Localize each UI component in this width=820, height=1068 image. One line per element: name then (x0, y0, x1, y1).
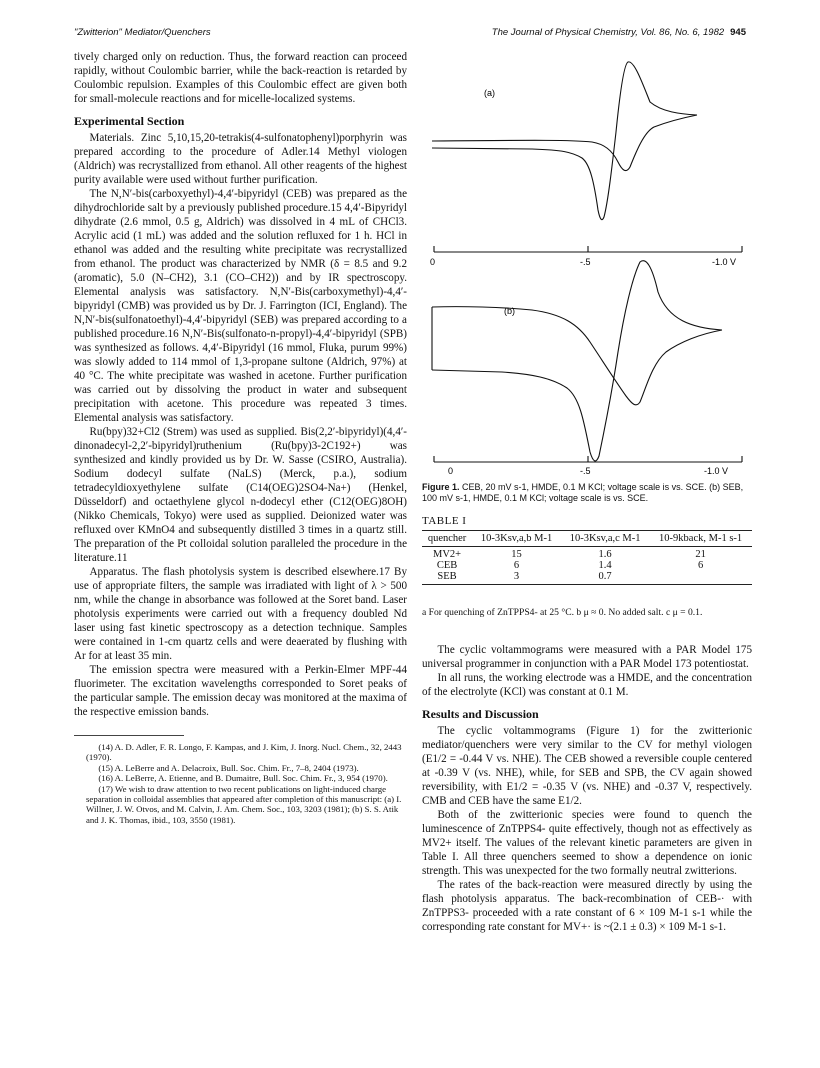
axis-a-tick-1: -.5 (580, 257, 591, 267)
journal-citation: The Journal of Physical Chemistry, Vol. 86, No. 6, 1982 (491, 27, 725, 38)
journal-header (492, 27, 746, 38)
caption-text: CEB, 20 mV s-1, HMDE, 0.1 M KCl; voltage scale is vs. SCE. (b) SEB, 100 mV s-1, HMDE, 0.1 M KCl; voltage scale is vs. SCE. (422, 482, 744, 503)
table-title: TABLE I (422, 515, 467, 527)
cv-panel-b (432, 261, 742, 462)
table-cell: CEB (436, 560, 458, 571)
caption-label: Figure 1. (422, 482, 460, 492)
hmde-paragraph: In all runs, the working electrode was a HMDE, and the concentration of the electrolyte (KCl) was constant at 0.1 M. (422, 672, 752, 698)
footnote-15: (15) A. LeBerre and A. Delacroix, Bull. Soc. Chim. Fr., 7–8, 2404 (1973). (98, 762, 359, 773)
axis-b-tick-0: 0 (448, 466, 454, 476)
footnote-16: (16) A. LeBerre, A. Etienne, and B. Dumaitre, Bull. Soc. Chim. Fr., 3, 954 (1970). (98, 773, 388, 784)
results-heading: Results and Discussion (422, 707, 539, 721)
footnote-14: (14) A. D. Adler, F. R. Longo, F. Kampas, and J. Kim, J. Inorg. Nucl. Chem., 32, 2443 (1970). (86, 742, 402, 763)
table-row (422, 571, 752, 585)
table-cell: MV2+ (433, 549, 462, 560)
table-footnote: a For quenching of ZnTPPS4- at 25 °C. b μ ≈ 0. No added salt. c μ = 0.1. (422, 607, 703, 618)
footnote-17: (17) We wish to draw attention to two recent publications on light-induced charge separation in colloidal assemblies that appeared after completion of this manuscript: (a) I. Willner, J. W. Otvos, and M. Calvin, J. Am. Chem. Soc., 103, 3203 (1981); (b) S. S. Atik and J. K. Thomas, ibid., 103, 3550 (1981). (86, 783, 402, 825)
table-header-ksv-c: 10-3Ksv,a,c M-1 (561, 531, 649, 547)
axis-a-tick-2: -1.0 V (712, 257, 737, 267)
table-header-ksv-b: 10-3Ksv,a,b M-1 (472, 531, 561, 547)
table-cell (649, 571, 752, 585)
intro-paragraph: tively charged only on reduction. Thus, the forward reaction can proceed rapidly, without Coulombic barrier, while the back-reaction is retarded by Coulombic repulsion. Examples of this Coulombic effect are given both for small-molecule reactions and for micelle-localized systems. (74, 51, 407, 105)
table-header-quencher: quencher (422, 531, 472, 547)
table-cell: SEB (422, 571, 472, 585)
panel-b-label: (b) (504, 306, 515, 316)
figure-1-voltammograms (422, 52, 752, 482)
table-1 (422, 530, 752, 585)
figure-1-caption (422, 482, 752, 504)
table-cell: 0.7 (561, 571, 649, 585)
results-paragraph-1: The cyclic voltammograms (Figure 1) for the zwitterionic mediator/quenchers were very similar to the CV for methyl viologen (E1/2 = -0.44 V vs. NHE). The CEB showed a reversible couple centered at -0.39 V (vs. NHE), while, for SEB and SPB, the CV again showed reversibility, with E1/2 = -0.35 V (vs. NHE) and -0.37 V, respectively. CMB and CEB have the same E1/2. (422, 725, 752, 807)
right-column (422, 643, 752, 934)
materials-paragraph: Materials. Zinc 5,10,15,20-tetrakis(4-sulfonatophenyl)porphyrin was prepared according to the procedure of Adler.14 Methyl viologen (Aldrich) was recrystallized from ethanol. All other reagents of the highest purity available were used without further purification. (74, 132, 407, 186)
table-cell: 15 (511, 549, 522, 560)
running-title: "Zwitterion" Mediator/Quenchers (74, 27, 211, 38)
cv-trace-b-forward (432, 261, 722, 461)
axis-a-tick-0: 0 (430, 257, 436, 267)
experimental-heading: Experimental Section (74, 114, 185, 128)
table-header-kback: 10-9kback, M-1 s-1 (649, 531, 752, 547)
cv-trace-b-return (432, 307, 722, 405)
ceb-paragraph: The N,N′-bis(carboxyethyl)-4,4′-bipyridyl (CEB) was prepared as the dihydrochloride salt by a previously published procedure.15 4,4′-Bipyridyl dihydrate (2.6 mmol, 0.5 g, Aldrich) was dissolved in 4 mL of CHCl3. Acrylic acid (1 mL) was added and the solution refluxed for 1 h. HCl in ethanol was added and the resulting white precipitate was recrystallized from ethanol. The product was characterized by NMR (δ = 8.5 and 9.2 (aromatic), 5.0 (N–CH2), 3.1 (CO–CH2)) and by IR spectroscopy. Elemental analysis was satisfactory. N,N′-Bis(carboxymethyl)-4,4′-bipyridyl (CMB) was provided us by Dr. J. Farrington (ICI, England). The N,N′-bis(sulfonatoethyl)-4,4′-bipyridyl (SEB) was prepared according to a published procedure.16 N,N′-Bis(sulfonato-n-propyl)-4,4′-bipyridyl (SPB) was synthesized as follows. 4,4′-Bipyridyl (16 mmol, Fluka, purum 99%) was slowly added to 114 mmol of 1,3-propane sultone (Aldrich, 97%) at 40 °C. The white precipitate was washed in acetone. Further purification was carried out by dissolving the product in water and subsequent precipitation with acetone. This procedure was repeated 3 times. Elemental analysis was satisfactory. (74, 188, 407, 424)
table-cell: 21 (695, 549, 706, 560)
page-number: 945 (730, 27, 746, 38)
left-column (74, 50, 407, 825)
table-cell: 3 (472, 571, 561, 585)
apparatus-paragraph: Apparatus. The flash photolysis system is described elsewhere.17 By use of appropriate filters, the sample was irradiated with light of λ > 500 nm, while the change in absorbance was followed at the Soret band. Laser photolysis experiments were carried out with a frequency doubled Nd laser using fast kinetic spectroscopy as a detection technique. Samples were contained in 1-cm quartz cells and were deaerated by flushing with Ar for at least 35 min. (74, 566, 407, 662)
table-cell: 6 (513, 560, 520, 571)
table-row (422, 560, 752, 571)
results-paragraph-3: The rates of the back-reaction were measured directly by using the flash photolysis apparatus. The back-recombination of CEB-· with ZnTPPS3- proceeded with a rate constant of 6 × 109 M-1 s-1 while the corresponding rate constant for MV+· is ~(2.1 ± 0.3) × 109 M-1 s-1. (422, 879, 752, 933)
ru-paragraph: Ru(bpy)32+Cl2 (Strem) was used as supplied. Bis(2,2′-bipyridyl)(4,4′-dinonadecyl-2,2′-bipyridyl)ruthenium (Ru(bpy)3-2C192+) was synthesized and kindly provided us by Dr. W. Sasse (CSIRO, Australia). Sodium dodecyl sulfate (NaLS) (Merck, p.a.), sodium tetradecyldioxyethylene sulfate (C14(OEG)2SO4-Na+) (Henkel, Düsseldorf) and octaethylene glycol n-dodecyl ether (C12(OEG)8OH) (Nikko Chemicals, Tokyo) were used as supplied. Deionized water was refluxed over KMnO4 and subsequently distilled 3 times in a quartz still. The preparation of the Pt colloidal solution paralleled the procedure in the literature.11 (74, 426, 407, 564)
footnote-rule (74, 735, 184, 736)
emission-paragraph: The emission spectra were measured with a Perkin-Elmer MPF-44 fluorimeter. The excitation wavelengths corresponded to Soret peaks of the particular sample. The emission decay was monitored at the maxima of the respective emission bands. (74, 664, 407, 718)
table-cell: 1.4 (598, 560, 612, 571)
cv-trace-a-return (432, 115, 697, 171)
results-paragraph-2: Both of the zwitterionic species were found to quench the luminescence of ZnTPPS4- quite effectively, though not as effectively as MV2+ itself. The values of the relevant kinetic parameters are given in Table I. All three quenchers seemed to show a dependence on ionic strength. This was unexpected for the two formally neutral zwitterions. (422, 809, 752, 877)
panel-a-label: (a) (484, 88, 495, 98)
table-cell: 6 (697, 560, 704, 571)
table-row (422, 547, 752, 561)
cv-paragraph: The cyclic voltammograms were measured with a PAR Model 175 universal programmer in conjunction with a PAR Model 173 potentiostat. (422, 644, 752, 670)
cv-panel-a (432, 62, 742, 252)
table-cell: 1.6 (598, 549, 612, 560)
axis-b-tick-2: -1.0 V (704, 466, 729, 476)
axis-b-tick-1: -.5 (580, 466, 591, 476)
